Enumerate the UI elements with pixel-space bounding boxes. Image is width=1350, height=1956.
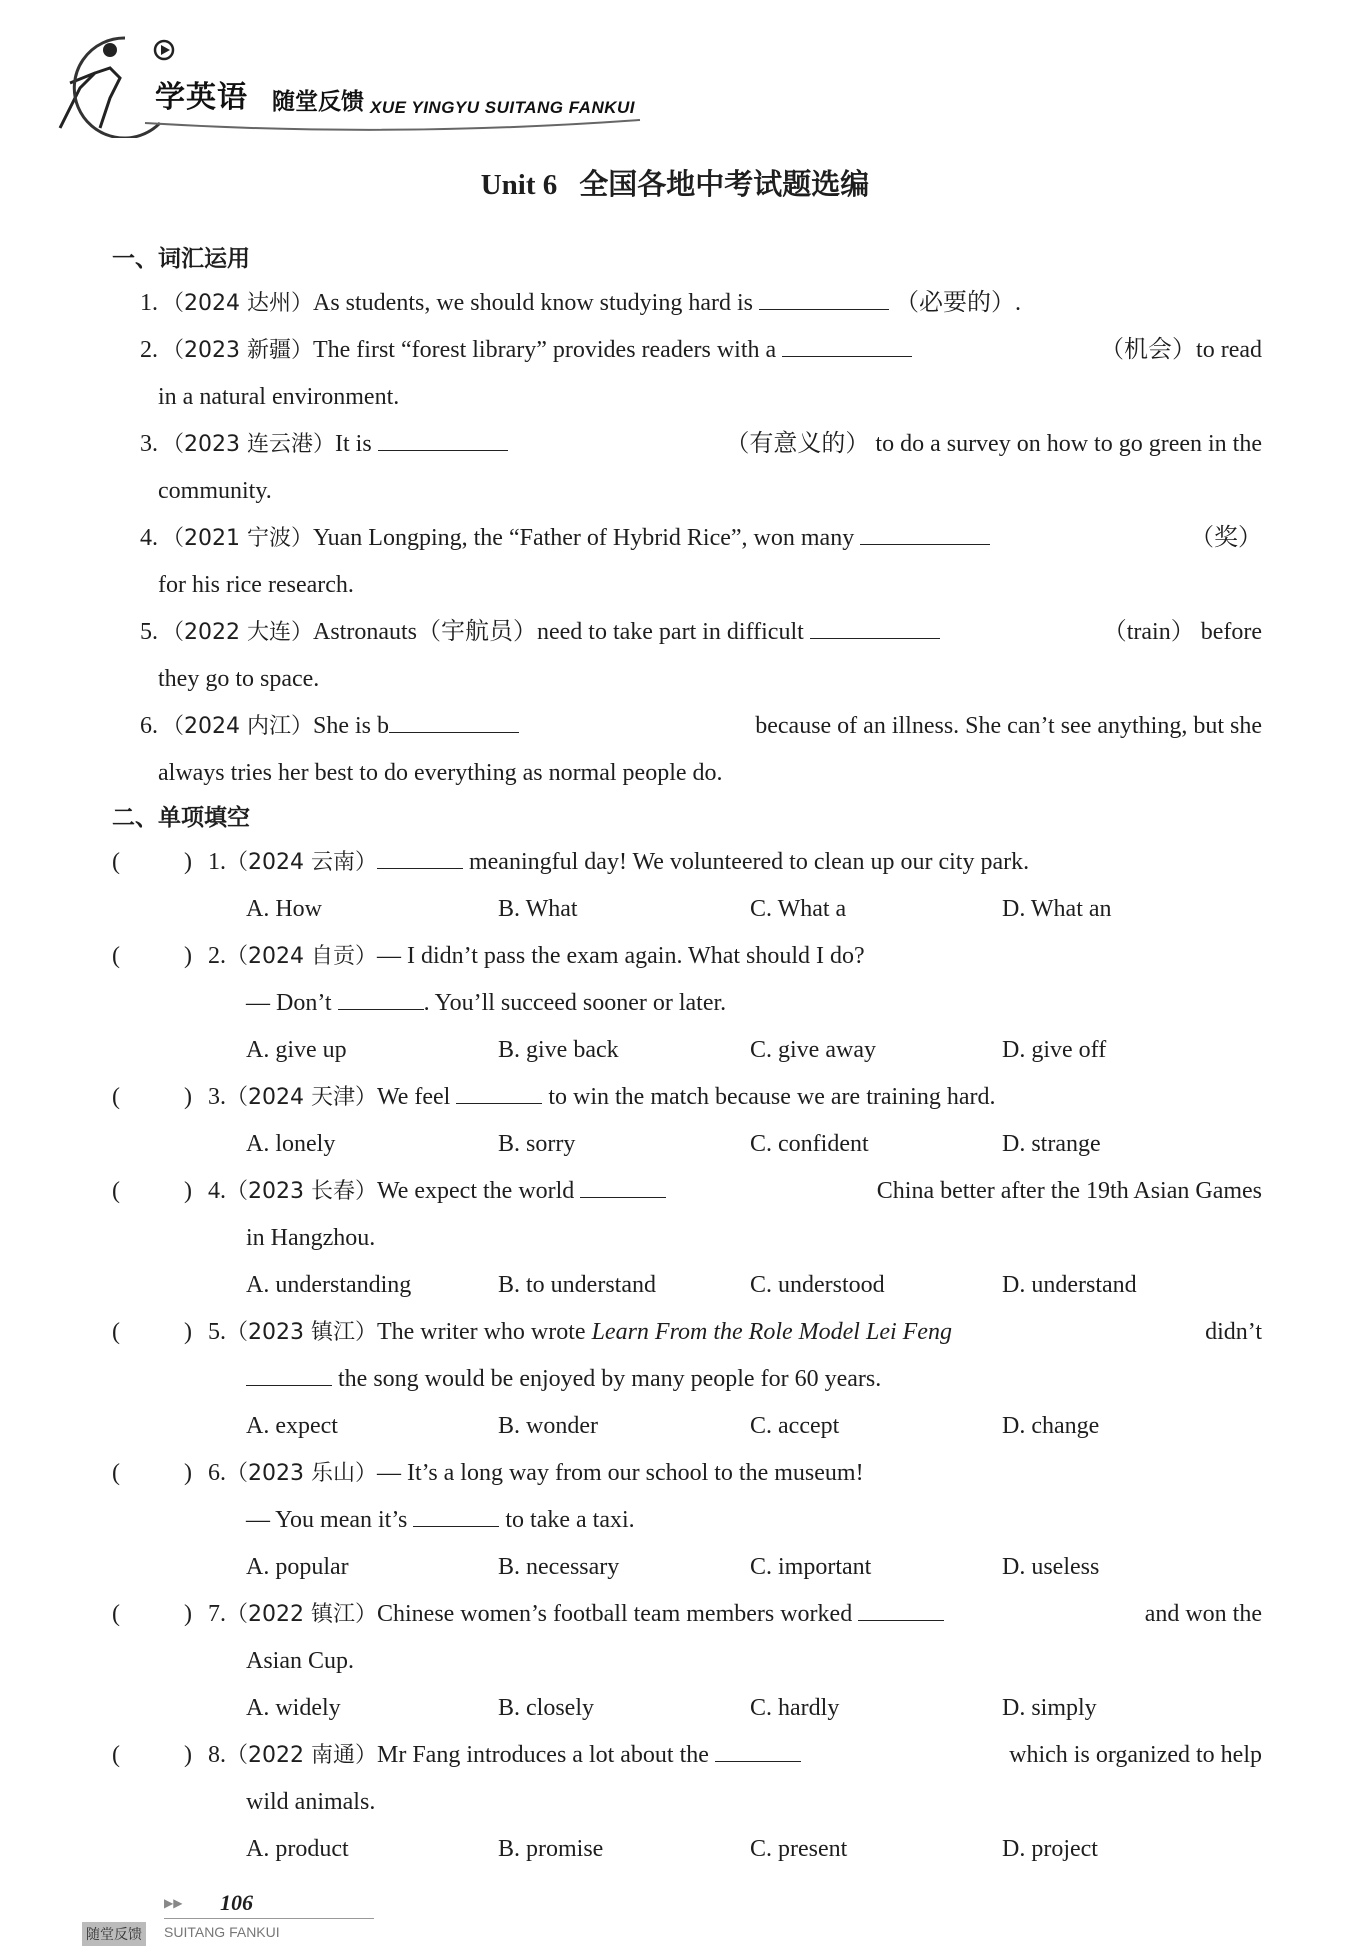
page-title	[0, 162, 1350, 203]
mc-question-4	[112, 1168, 1262, 1215]
answer-blank[interactable]	[338, 987, 424, 1010]
option-a[interactable]: A. popular	[246, 1554, 349, 1580]
question-text-after: China better after the 19th Asian Games	[876, 1178, 1262, 1204]
question-text-after: because of an illness. She can’t see anything, but she	[755, 713, 1262, 739]
mc-question-2	[112, 933, 1262, 980]
section-heading-vocab: 一、词汇运用	[112, 246, 250, 272]
answer-blank[interactable]	[759, 287, 889, 310]
vocab-question-6	[112, 703, 1262, 750]
unit-label: Unit 6	[480, 169, 558, 201]
question-number: 4.	[208, 1178, 226, 1204]
question-continuation: always tries her best to do everything as normal people do.	[158, 760, 723, 786]
question-source: （2022 南通）	[226, 1743, 377, 1768]
question-number: 8.	[208, 1742, 226, 1768]
answer-blank[interactable]	[389, 710, 519, 733]
answer-paren-open: (	[112, 1601, 120, 1627]
question-number: 3.	[140, 431, 158, 457]
option-a[interactable]: A. give up	[246, 1037, 347, 1063]
question-number: 5.	[140, 619, 158, 645]
answer-blank[interactable]	[782, 334, 912, 357]
answer-paren-close: )	[184, 1084, 192, 1110]
question-continuation: for his rice research.	[158, 572, 354, 598]
mc-question-6	[112, 1450, 1262, 1497]
question-text: — It’s a long way from our school to the museum!	[376, 1460, 864, 1486]
answer-blank[interactable]	[580, 1175, 666, 1198]
option-d[interactable]: D. What an	[1002, 896, 1112, 922]
option-c[interactable]: C. confident	[750, 1131, 869, 1157]
question-text-after: to take a taxi.	[505, 1507, 635, 1533]
footer-tag-cn: 随堂反馈	[82, 1922, 146, 1946]
option-b[interactable]: B. closely	[498, 1695, 594, 1721]
question-hint: （必要的）.	[894, 290, 1021, 316]
option-b[interactable]: B. promise	[498, 1836, 604, 1862]
answer-paren-close: )	[184, 1178, 192, 1204]
header-banner	[40, 28, 680, 138]
option-a[interactable]: A. product	[246, 1836, 349, 1862]
answer-paren-open: (	[112, 943, 120, 969]
question-source: （2024 内江）	[162, 714, 313, 739]
question-number: 6.	[140, 713, 158, 739]
question-text: Mr Fang introduces a lot about the	[376, 1742, 709, 1768]
option-c[interactable]: C. accept	[750, 1413, 840, 1439]
answer-paren-close: )	[184, 943, 192, 969]
vocab-question-4	[112, 515, 1262, 562]
footer-tag-en: SUITANG FANKUI	[164, 1924, 280, 1940]
question-source: （2023 镇江）	[226, 1320, 377, 1345]
option-a[interactable]: A. How	[246, 896, 322, 922]
answer-paren-close: )	[184, 1742, 192, 1768]
question-hint: （train） before	[1102, 619, 1262, 645]
answer-paren-open: (	[112, 1178, 120, 1204]
question-source: （2023 连云港）	[162, 432, 335, 457]
option-d[interactable]: D. project	[1002, 1836, 1098, 1862]
answer-paren-open: (	[112, 1460, 120, 1486]
option-c[interactable]: C. What a	[750, 896, 847, 922]
question-source: （2024 达州）	[162, 291, 313, 316]
question-text-after: didn’t	[1205, 1319, 1262, 1345]
options-row	[112, 1121, 1262, 1168]
page-number: 106	[220, 1890, 253, 1915]
brand-title-cn: 学英语	[155, 80, 248, 115]
question-number: 6.	[208, 1460, 226, 1486]
question-continuation: in Hangzhou.	[246, 1225, 376, 1251]
question-continuation: in a natural environment.	[158, 384, 400, 410]
question-number: 2.	[208, 943, 226, 969]
brand-title-en: XUE YINGYU SUITANG FANKUI	[370, 98, 636, 117]
brand-subtitle-cn: 随堂反馈	[272, 89, 364, 115]
footer-divider	[164, 1918, 374, 1919]
option-c[interactable]: C. understood	[750, 1272, 885, 1298]
question-source: （2022 镇江）	[226, 1602, 377, 1627]
section-heading-mc: 二、单项填空	[112, 805, 250, 831]
question-number: 4.	[140, 525, 158, 551]
answer-blank[interactable]	[456, 1081, 542, 1104]
question-text: The writer who wrote	[376, 1319, 586, 1345]
vocab-question-5	[112, 609, 1262, 656]
option-b[interactable]: B. give back	[498, 1037, 619, 1063]
answer-blank[interactable]	[377, 846, 463, 869]
answer-blank[interactable]	[378, 428, 508, 451]
question-source: （2024 云南）	[226, 850, 377, 875]
answer-blank[interactable]	[413, 1504, 499, 1527]
option-d[interactable]: D. simply	[1002, 1695, 1097, 1721]
question-text-after: which is organized to help	[1009, 1742, 1262, 1768]
vocab-question-3	[112, 421, 1262, 468]
options-row	[112, 1826, 1262, 1873]
question-text: Astronauts（宇航员）need to take part in difficult	[312, 619, 804, 645]
question-source: （2023 新疆）	[162, 338, 313, 363]
question-text: — I didn’t pass the exam again. What should I do?	[376, 943, 865, 969]
answer-paren-close: )	[184, 849, 192, 875]
mc-question-5	[112, 1309, 1262, 1356]
option-d[interactable]: D. strange	[1002, 1131, 1101, 1157]
question-source: （2021 宁波）	[162, 526, 313, 551]
question-continuation: they go to space.	[158, 666, 320, 692]
answer-blank[interactable]	[715, 1739, 801, 1762]
option-b[interactable]: B. to understand	[498, 1272, 656, 1298]
answer-paren-open: (	[112, 1742, 120, 1768]
question-continuation: community.	[158, 478, 272, 504]
answer-blank[interactable]	[810, 616, 940, 639]
page-footer	[82, 1890, 302, 1950]
question-text: It is	[334, 431, 372, 457]
answer-paren-close: )	[184, 1319, 192, 1345]
question-text-after: and won the	[1144, 1601, 1262, 1627]
answer-blank[interactable]	[860, 522, 990, 545]
book-title: Learn From the Role Model Lei Feng	[591, 1319, 952, 1345]
answer-blank[interactable]	[246, 1363, 332, 1386]
option-c[interactable]: C. hardly	[750, 1695, 840, 1721]
question-number: 2.	[140, 337, 158, 363]
question-text: Chinese women’s football team members worked	[376, 1601, 853, 1627]
unit-title-cn: 全国各地中考试题选编	[579, 167, 870, 201]
mc-question-3	[112, 1074, 1262, 1121]
question-text: As students, we should know studying hard is	[312, 290, 753, 316]
option-c[interactable]: C. present	[750, 1836, 848, 1862]
option-b[interactable]: B. What	[498, 896, 578, 922]
vocab-question-2	[112, 327, 1262, 374]
question-text: We feel	[376, 1084, 451, 1110]
question-text: — Don’t	[246, 990, 332, 1016]
options-row	[112, 1544, 1262, 1591]
question-text: meaningful day! We volunteered to clean up our city park.	[468, 849, 1030, 875]
answer-paren-open: (	[112, 1084, 120, 1110]
option-b[interactable]: B. wonder	[498, 1413, 598, 1439]
question-source: （2024 自贡）	[226, 944, 377, 969]
vocab-question-1	[112, 280, 1262, 327]
question-continuation: Asian Cup.	[246, 1648, 354, 1674]
option-d[interactable]: D. understand	[1002, 1272, 1137, 1298]
question-hint: （机会）to read	[1100, 337, 1262, 363]
question-text: We expect the world	[376, 1178, 575, 1204]
question-continuation	[112, 1497, 1262, 1544]
question-text: the song would be enjoyed by many people for 60 years.	[338, 1366, 882, 1392]
question-continuation: wild animals.	[246, 1789, 376, 1815]
option-a[interactable]: A. lonely	[246, 1131, 336, 1157]
option-c[interactable]: C. give away	[750, 1037, 876, 1063]
answer-paren-open: (	[112, 1319, 120, 1345]
option-c[interactable]: C. important	[750, 1554, 872, 1580]
option-b[interactable]: B. necessary	[498, 1554, 620, 1580]
exercise-content	[112, 238, 1262, 1873]
question-number: 5.	[208, 1319, 226, 1345]
option-a[interactable]: A. expect	[246, 1413, 338, 1439]
option-d[interactable]: D. useless	[1002, 1554, 1100, 1580]
question-continuation	[112, 980, 1262, 1027]
options-row	[112, 1027, 1262, 1074]
question-text: — You mean it’s	[246, 1507, 408, 1533]
question-text: The first “forest library” provides readers with a	[312, 337, 777, 363]
question-source: （2024 天津）	[226, 1085, 377, 1110]
question-number: 3.	[208, 1084, 226, 1110]
mc-question-7	[112, 1591, 1262, 1638]
options-row	[112, 1403, 1262, 1450]
question-number: 7.	[208, 1601, 226, 1627]
question-hint: （有意义的） to do a survey on how to go green in the	[725, 431, 1262, 457]
options-row	[112, 886, 1262, 933]
mc-question-1	[112, 839, 1262, 886]
option-d[interactable]: D. give off	[1002, 1037, 1107, 1063]
options-row	[112, 1262, 1262, 1309]
question-number: 1.	[140, 290, 158, 316]
answer-blank[interactable]	[858, 1598, 944, 1621]
question-hint: （奖）	[1190, 525, 1262, 551]
option-a[interactable]: A. widely	[246, 1695, 341, 1721]
question-text: She is b	[312, 713, 389, 739]
question-continuation	[112, 1356, 1262, 1403]
answer-paren-open: (	[112, 849, 120, 875]
answer-paren-close: )	[184, 1460, 192, 1486]
options-row	[112, 1685, 1262, 1732]
question-text: Yuan Longping, the “Father of Hybrid Rice”, won many	[312, 525, 855, 551]
option-d[interactable]: D. change	[1002, 1413, 1100, 1439]
option-a[interactable]: A. understanding	[246, 1272, 412, 1298]
answer-paren-close: )	[184, 1601, 192, 1627]
question-number: 1.	[208, 849, 226, 875]
question-source: （2023 长春）	[226, 1179, 377, 1204]
question-source: （2022 大连）	[162, 620, 313, 645]
arrow-icon: ▶▶	[164, 1896, 183, 1910]
question-source: （2023 乐山）	[226, 1461, 377, 1486]
question-text-after: . You’ll succeed sooner or later.	[423, 990, 727, 1016]
question-text-after: to win the match because we are training hard.	[548, 1084, 996, 1110]
option-b[interactable]: B. sorry	[498, 1131, 576, 1157]
mc-question-8	[112, 1732, 1262, 1779]
